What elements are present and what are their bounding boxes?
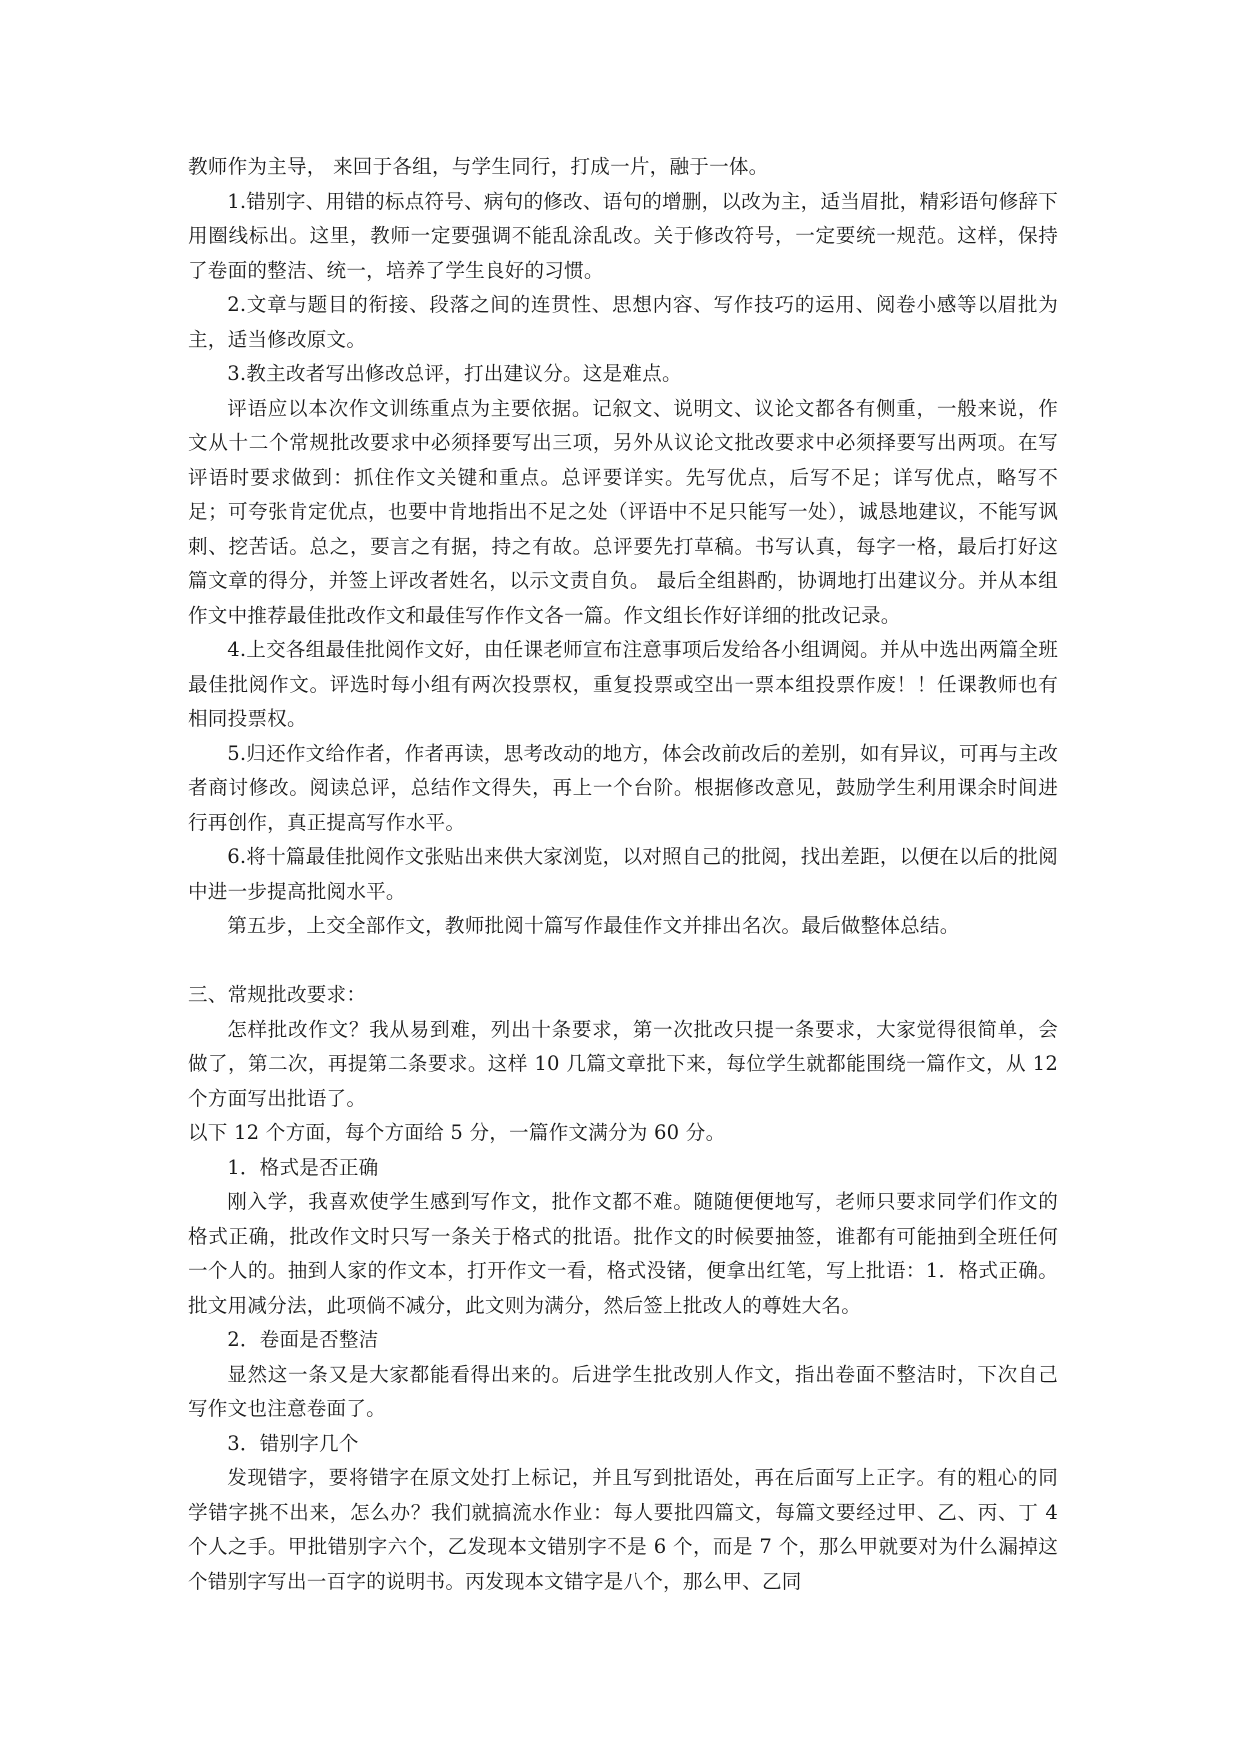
paragraph: 显然这一条又是大家都能看得出来的。后进学生批改别人作文，指出卷面不整洁时，下次自己写作文也注意卷面了。 [188, 1362, 1058, 1420]
paragraph: 1.错别字、用错的标点符号、病句的修改、语句的增删，以改为主，适当眉批，精彩语句修辞下用圈线标出。这里，教师一定要强调不能乱涂乱改。关于修改符号，一定要统一规范。这样，保持了卷面的整洁、统一，培养了学生良好的习惯。 [188, 189, 1058, 282]
paragraph: 刚入学，我喜欢使学生感到写作文，批作文都不难。随随便便地写，老师只要求同学们作文的格式正确，批改作文时只写一条关于格式的批语。批作文的时候要抽签，谁都有可能抽到全班任何一个人的。抽到人家的作文本，打开作文一看，格式没锗，便拿出红笔，写上批语：1．格式正确。批文用减分法，此项倘不减分，此文则为满分，然后签上批改人的尊姓大名。 [188, 1190, 1058, 1317]
paragraph: 4.上交各组最佳批阅作文好，由任课老师宣布注意事项后发给各小组调阅。并从中选出两篇全班最佳批阅作文。评选时每小组有两次投票权，重复投票或空出一票本组投票作废！！任课教师也有相同投票权。 [188, 638, 1058, 730]
paragraph: 6.将十篇最佳批阅作文张贴出来供大家浏览，以对照自己的批阅，找出差距，以便在以后的批阅中进一步提高批阅水平。 [188, 845, 1058, 903]
blank-line [188, 944, 1058, 979]
paragraph: 以下 12 个方面，每个方面给 5 分，一篇作文满分为 60 分。 [188, 1121, 726, 1144]
paragraph: 5.归还作文给作者，作者再读，思考改动的地方，体会改前改后的差别，如有异议，可再与主改者商讨修改。阅读总评，总结作文得失，再上一个台阶。根据修改意见，鼓励学生利用课余时间进行再创作，真正提高写作水平。 [188, 741, 1058, 834]
paragraph: 教师作为主导， 来回于各组，与学生同行，打成一片，融于一体。 [188, 155, 769, 178]
paragraph: 评语应以本次作文训练重点为主要依据。记叙文、说明文、议论文都各有侧重，一般来说，作文从十二个常规批改要求中必须择要写出三项，另外从议论文批改要求中必须择要写出两项。在写评语时要求做到：抓住作文关键和重点。总评要详实。先写优点，后写不足；详写优点，略写不足；可夸张肯定优点，也要中肯地指出不足之处（评语中不足只能写一处），诚恳地建议，不能写讽刺、挖苦话。总之，要言之有据，持之有故。总评要先打草稿。书写认真，每字一格，最后打好这篇文章的得分，并签上评改者姓名，以示文责自负。 最后全组斟酌，协调地打出建议分。并从本组作文中推荐最佳批改作文和最佳写作作文各一篇。作文组长作好详细的批改记录。 [188, 396, 1058, 627]
paragraph: 1．格式是否正确 [227, 1155, 379, 1179]
paragraph: 3．错别字几个 [227, 1431, 359, 1455]
paragraph: 怎样批改作文？我从易到难，列出十条要求，第一次批改只提一条要求，大家觉得很简单，会做了，第二次，再提第二条要求。这样 10 几篇文章批下来，每位学生就都能围绕一篇作文，从 12 个方面写出批语了。 [188, 1017, 1058, 1110]
paragraph: 第五步，上交全部作文，教师批阅十篇写作最佳作文并排出名次。最后做整体总结。 [227, 914, 960, 937]
paragraph: 发现错字，要将错字在原文处打上标记，并且写到批语处，再在后面写上正字。有的粗心的同学错字挑不出来，怎么办？我们就搞流水作业：每人要批四篇文，每篇文要经过甲、乙、丙、丁 4 个人之手。甲批错别字六个，乙发现本文错别字不是 6 个，而是 7 个，那么甲就要对为什么漏掉这个错别字写出一百字的说明书。丙发现本文错字是八个，那么甲、乙同 [188, 1466, 1058, 1593]
paragraph: 三、常规批改要求： [188, 983, 367, 1006]
document-body [188, 150, 1058, 1599]
paragraph: 2．卷面是否整洁 [227, 1328, 379, 1351]
paragraph: 2.文章与题目的衔接、段落之间的连贯性、思想内容、写作技巧的运用、阅卷小感等以眉批为主，适当修改原文。 [188, 293, 1058, 351]
paragraph: 3.教主改者写出修改总评，打出建议分。这是难点。 [227, 362, 682, 385]
